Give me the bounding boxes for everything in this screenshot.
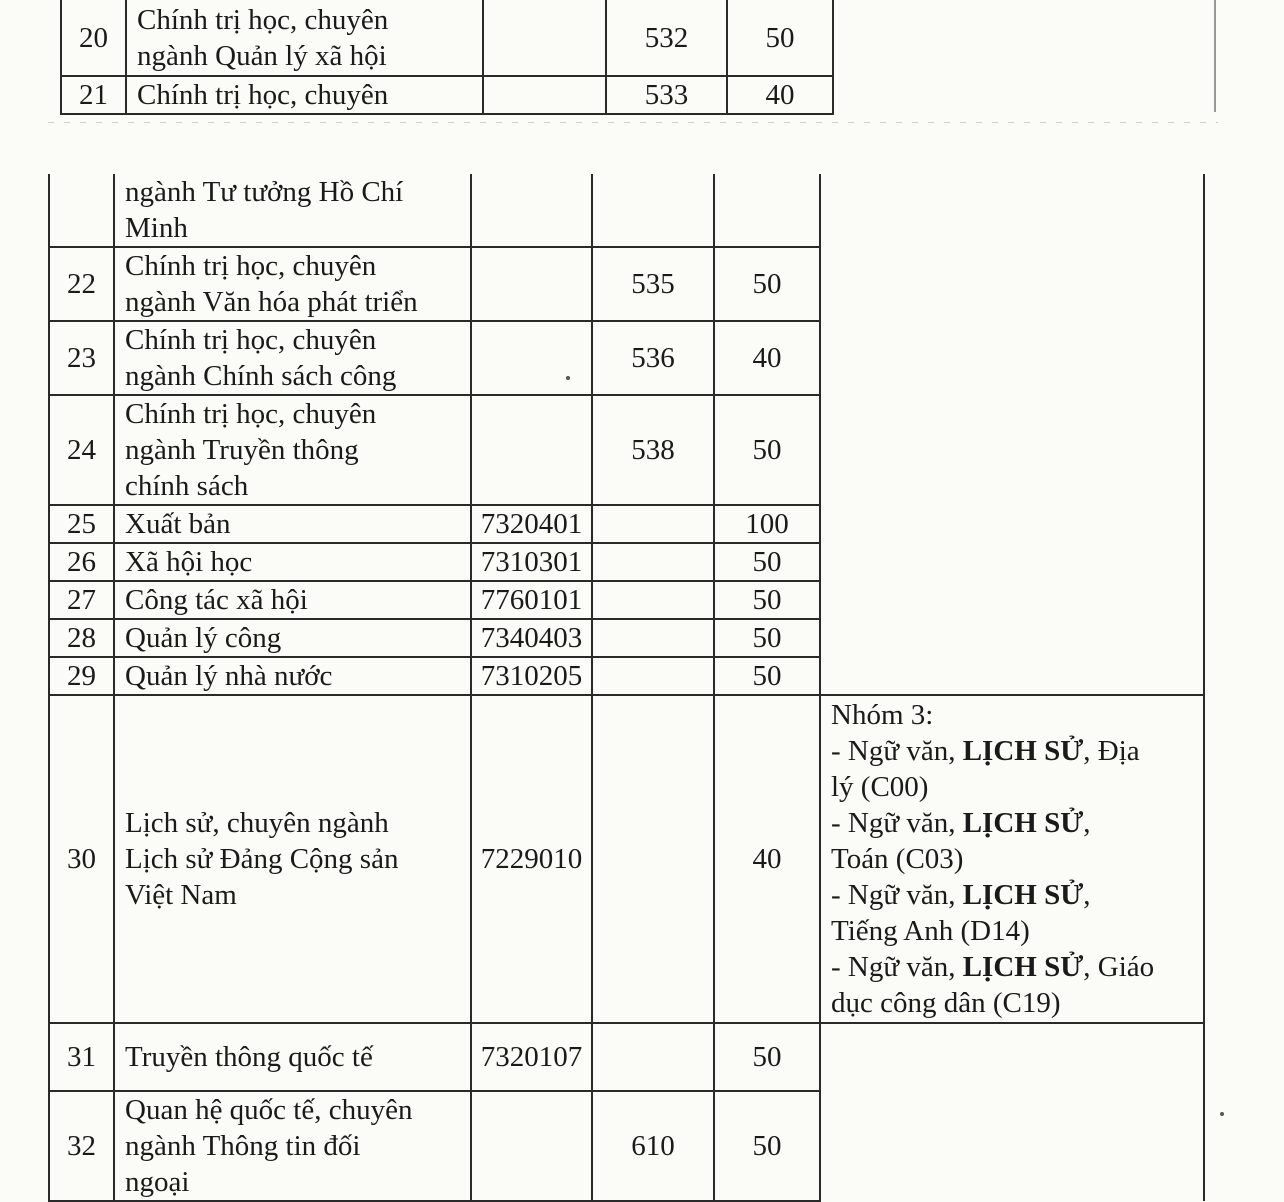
program-subcode: 610: [592, 1091, 714, 1201]
row-number: 30: [49, 695, 114, 1023]
subject-group-line: Toán (C03): [831, 843, 964, 875]
program-name: Chính trị học, chuyên ngành Truyền thông chính sách: [114, 395, 471, 505]
program-name: Xuất bản: [114, 505, 471, 543]
subject-group-cell-empty: [820, 1023, 1204, 1201]
program-name: Truyền thông quốc tế: [114, 1023, 471, 1091]
program-subcode: [592, 174, 714, 247]
quota: 50: [714, 1023, 820, 1091]
subject-group-line: - Ngữ văn, LỊCH SỬ, Giáo: [831, 951, 1155, 983]
program-subcode: [592, 695, 714, 1023]
row-number: 28: [49, 619, 114, 657]
row-number: 26: [49, 543, 114, 581]
table-row: [49, 174, 1204, 247]
row-number: 25: [49, 505, 114, 543]
row-number: 29: [49, 657, 114, 695]
program-name: ngành Tư tưởng Hồ Chí Minh: [114, 174, 471, 247]
program-name: Chính trị học, chuyên ngành Chính sách công: [114, 321, 471, 395]
row-number: 27: [49, 581, 114, 619]
program-code: [471, 1091, 592, 1201]
program-name: Quản lý công: [114, 619, 471, 657]
program-code: 7760101: [471, 581, 592, 619]
scan-speck: [1220, 1112, 1224, 1116]
program-subcode: [592, 1023, 714, 1091]
program-name: Chính trị học, chuyên ngành Văn hóa phát triển: [114, 247, 471, 321]
program-code: [471, 395, 592, 505]
quota: [714, 174, 820, 247]
quota: 50: [714, 395, 820, 505]
program-name: Lịch sử, chuyên ngành Lịch sử Đảng Cộng sản Việt Nam: [114, 695, 471, 1023]
quota: 40: [727, 76, 833, 114]
row-number: 20: [61, 0, 126, 76]
program-code: [471, 247, 592, 321]
row-number: [49, 174, 114, 247]
subject-group-line: Tiếng Anh (D14): [831, 915, 1030, 947]
row-number: 23: [49, 321, 114, 395]
table-row: [61, 0, 833, 76]
program-code: [471, 174, 592, 247]
scan-speck: [566, 376, 570, 380]
table-row: [49, 695, 1204, 1023]
row-number: 32: [49, 1091, 114, 1201]
subject-group-line: - Ngữ văn, LỊCH SỬ,: [831, 879, 1091, 911]
quota: 50: [714, 543, 820, 581]
quota: 50: [714, 581, 820, 619]
quota: 40: [714, 695, 820, 1023]
program-subcode: 533: [606, 76, 727, 114]
program-name: Công tác xã hội: [114, 581, 471, 619]
quota: 100: [714, 505, 820, 543]
subject-group-3: [820, 695, 1204, 1023]
program-code: 7229010: [471, 695, 592, 1023]
program-code: 7320107: [471, 1023, 592, 1091]
program-code: 7320401: [471, 505, 592, 543]
row-number: 21: [61, 76, 126, 114]
subject-group-line: - Ngữ văn, LỊCH SỬ, Địa: [831, 735, 1140, 767]
program-name: Chính trị học, chuyên ngành Quản lý xã hội: [126, 0, 483, 76]
program-name: Quan hệ quốc tế, chuyên ngành Thông tin đối ngoại: [114, 1091, 471, 1201]
quota: 50: [714, 657, 820, 695]
page-break-line: [48, 122, 1218, 123]
program-code: 7340403: [471, 619, 592, 657]
program-subcode: [592, 543, 714, 581]
program-subcode: 532: [606, 0, 727, 76]
program-code: [471, 321, 592, 395]
program-code: 7310301: [471, 543, 592, 581]
table-row: [49, 1023, 1204, 1091]
row-number: 22: [49, 247, 114, 321]
row-number: 31: [49, 1023, 114, 1091]
subject-group-cell-empty: [820, 174, 1204, 695]
program-subcode: [592, 505, 714, 543]
program-code: [483, 0, 606, 76]
program-subcode: [592, 581, 714, 619]
program-code: 7310205: [471, 657, 592, 695]
program-subcode: [592, 619, 714, 657]
quota: 50: [714, 1091, 820, 1201]
program-subcode: 535: [592, 247, 714, 321]
program-name: Xã hội học: [114, 543, 471, 581]
subject-group-line: dục công dân (C19): [831, 987, 1061, 1019]
admission-table: [48, 174, 1205, 1202]
subject-group-heading: Nhóm 3:: [831, 699, 934, 731]
program-subcode: 536: [592, 321, 714, 395]
subject-group-line: - Ngữ văn, LỊCH SỬ,: [831, 807, 1091, 839]
quota: 50: [727, 0, 833, 76]
admission-table-top: [60, 0, 834, 115]
program-subcode: [592, 657, 714, 695]
row-number: 24: [49, 395, 114, 505]
program-code: [483, 76, 606, 114]
page-edge-line: [1214, 0, 1216, 112]
program-subcode: 538: [592, 395, 714, 505]
quota: 50: [714, 247, 820, 321]
quota: 50: [714, 619, 820, 657]
table-row: [61, 76, 833, 114]
program-name: Chính trị học, chuyên: [126, 76, 483, 114]
quota: 40: [714, 321, 820, 395]
program-name: Quản lý nhà nước: [114, 657, 471, 695]
subject-group-line: lý (C00): [831, 771, 929, 803]
